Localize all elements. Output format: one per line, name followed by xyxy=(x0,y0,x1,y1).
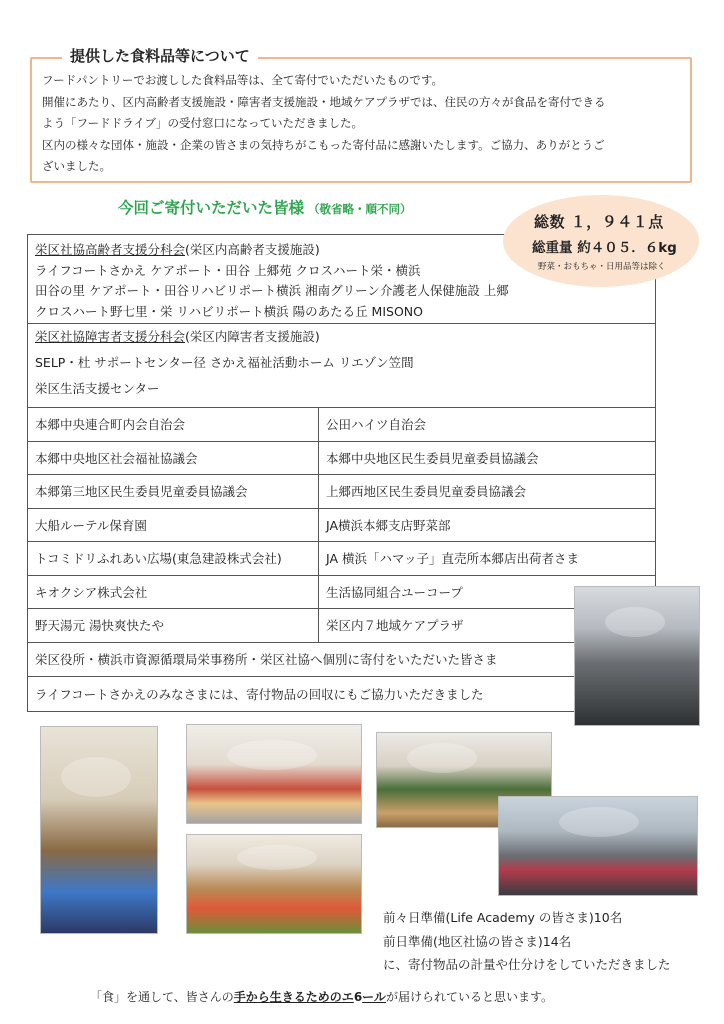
donor-cell: 本郷中央地区社会福祉協議会 xyxy=(28,442,319,476)
senior-group-line: ライフコートさかえ ケアポート・田谷 上郷苑 クロスハート栄・横浜 xyxy=(35,262,421,278)
prep-line: に、寄付物品の計量や仕分けをしていただきました xyxy=(383,957,671,972)
donor-cell: 本郷中央地区民生委員児童委員協議会 xyxy=(319,442,655,476)
donor-cell: 上郷西地区民生委員児童委員協議会 xyxy=(319,475,655,509)
senior-group-name: 栄区社協高齢者支援分科会 xyxy=(35,242,186,257)
footer-bold: エ xyxy=(341,990,354,1004)
donor-cell: 栄区内７地域ケアプラザ xyxy=(319,609,655,643)
disabled-group-name: 栄区社協障害者支援分科会 xyxy=(35,329,186,344)
intro-text xyxy=(42,70,682,178)
footer-bold: 生きるための xyxy=(269,990,342,1004)
donor-wide-row: ライフコートさかえのみなさまには、寄付物品の回収にもご協力いただきました xyxy=(35,686,484,702)
thanks-heading xyxy=(118,196,412,218)
disabled-group-heading xyxy=(35,327,648,347)
intro-line: 区内の様々な団体・施設・企業の皆さまの気持ちがこもった寄付品に感謝いたします。ご協力、ありがとうご xyxy=(42,137,605,152)
intro-line: 開催にあたり、区内高齢者支援施設・障害者支援施設・地域ケアプラザでは、住民の方々が食品を寄付できる xyxy=(42,94,606,109)
intro-line: よう「フードドライブ」の受付窓口になっていただきました。 xyxy=(42,116,363,130)
page-number: 6 xyxy=(353,990,363,1004)
totals-weight: 総重量 約４０５．６kg xyxy=(532,240,677,256)
donor-cell: トコミドリふれあい広場(東急建設株式会社) xyxy=(28,542,319,576)
donor-cell: 大船ルーテル保育園 xyxy=(28,509,319,543)
intro-line: ざいました。 xyxy=(42,159,111,173)
senior-group-line: 田谷の里 ケアポート・田谷リハビリポート横浜 湘南グリーン介護老人保健施設 上郷 xyxy=(35,283,509,298)
donor-cell: JA 横浜「ハマッ子」直売所本郷店出荷者さま xyxy=(319,542,655,576)
disabled-group-suffix: (栄区内障害者支援施設) xyxy=(185,329,320,344)
totals-count: 総数 １，９４１点 xyxy=(534,213,664,231)
photo-sorting-crates xyxy=(40,726,158,934)
footer-message xyxy=(90,988,553,1005)
photo-volunteers-group xyxy=(498,796,698,896)
donor-cell: 本郷中央連合町内会自治会 xyxy=(28,408,319,442)
disabled-support-group xyxy=(28,324,655,408)
donor-cell: 本郷第三地区民生委員児童委員協議会 xyxy=(28,475,319,509)
footer-bold: 手から xyxy=(233,990,270,1004)
footer-bold: ール xyxy=(362,990,386,1004)
photo-van-loading xyxy=(574,586,700,726)
intro-title: 提供した食料品等について xyxy=(62,45,258,66)
senior-group-suffix: (栄区内高齢者支援施設) xyxy=(185,242,320,257)
totals-note: 野菜・おもちゃ・日用品等は除く xyxy=(538,262,666,272)
footer-pre: 「食」を通して、皆さんの xyxy=(90,990,234,1004)
donor-cell: 野天湯元 湯快爽快たや xyxy=(28,609,319,643)
prep-line: 前日準備(地区社協の皆さま)14名 xyxy=(383,933,572,949)
donor-wide-row: 栄区役所・横浜市資源循環局栄事務所・栄区社協へ個別に寄付をいただいた皆さま xyxy=(28,643,655,677)
donor-cell: 公田ハイツ自治会 xyxy=(319,408,655,442)
prep-line: 前々日準備(Life Academy の皆さま)10名 xyxy=(383,910,623,925)
footer-post: が届けられていると思います。 xyxy=(385,990,553,1004)
senior-group-line: クロスハート野七里・栄 リハビリポート横浜 陽のあたる丘 MISONO xyxy=(35,303,423,319)
photo-sorted-goods xyxy=(186,834,362,934)
thanks-heading-sub: （敬省略・順不同） xyxy=(308,202,412,216)
donor-cell: 生活協同組合ユーコープ xyxy=(319,576,655,610)
preparation-text xyxy=(383,906,671,977)
photo-sorting-tables xyxy=(186,724,362,824)
thanks-heading-main: 今回ご寄付いただいた皆様 xyxy=(118,199,305,217)
donor-cell: JA横浜本郷支店野菜部 xyxy=(319,509,655,543)
donor-table xyxy=(27,234,656,712)
intro-line: フードパントリーでお渡しした食料品等は、全て寄付でいただいたものです。 xyxy=(42,73,444,87)
donor-grid xyxy=(28,408,655,643)
disabled-group-line: 栄区生活支援センター xyxy=(35,381,160,396)
disabled-group-line: SELP・杜 サポートセンター径 さかえ福祉活動ホーム リエゾン笠間 xyxy=(35,355,414,370)
donor-cell: キオクシア株式会社 xyxy=(28,576,319,610)
